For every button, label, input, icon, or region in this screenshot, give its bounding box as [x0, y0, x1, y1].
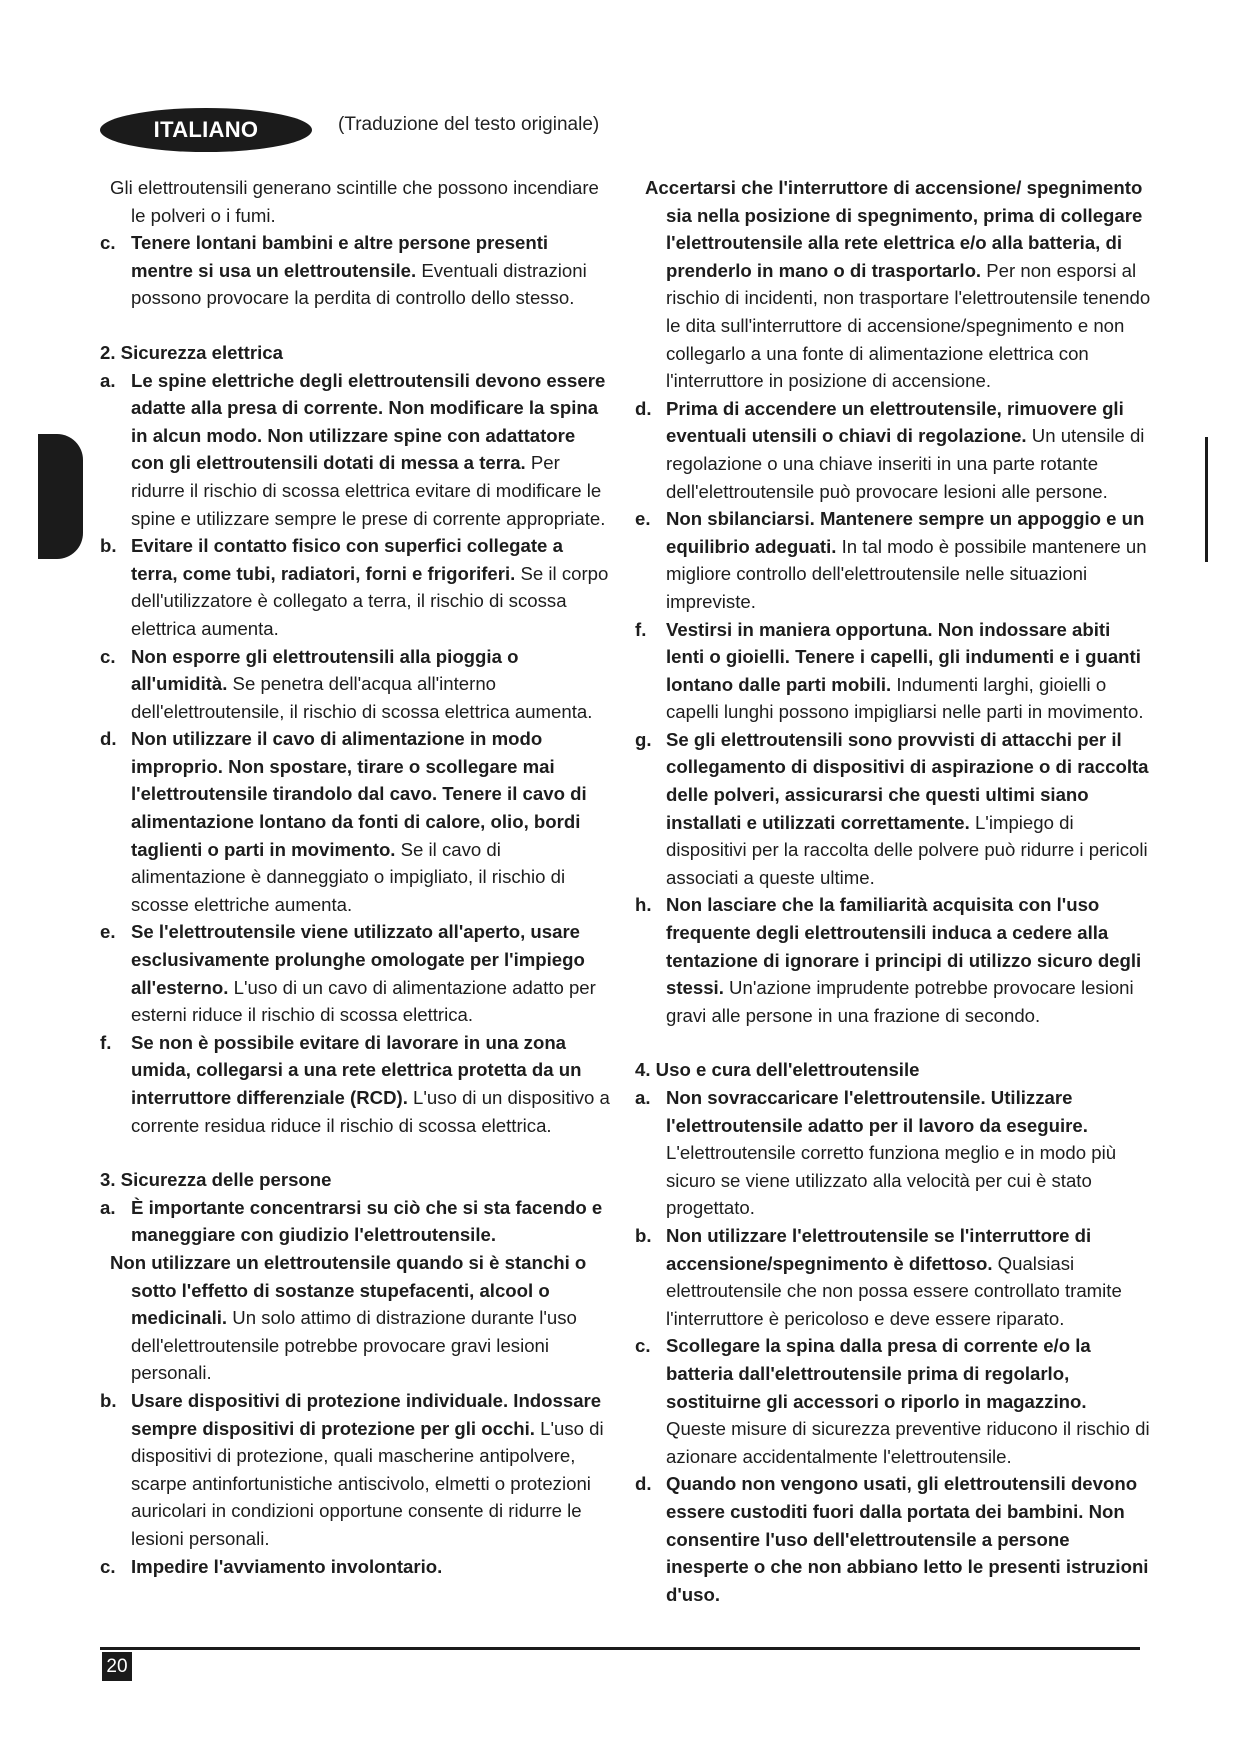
item-a-concentration [100, 1194, 610, 1249]
item-letter: f. [635, 618, 647, 640]
item-letter: a. [100, 1196, 116, 1218]
item-text: L'uso di un dispositivo a corrente residua riduce il rischio di scossa elettrica. [131, 1087, 610, 1136]
item-letter: a. [635, 1087, 651, 1108]
item-bold-text: Accertarsi che l'interruttore di accensione/ spegnimento sia nella posizione di spegnimento, prima di collegare l'elettroutensile alla rete elettrica e/o alla batteria, di prenderlo in mano o di trasportarlo. [645, 177, 1143, 281]
item-text: Un solo attimo di distrazione durante l'uso dell'elettroutensile potrebbe provocare gravi lesioni personali. [131, 1307, 577, 1384]
item-bold-text: Non lasciare che la familiarità acquisita con l'uso frequente degli elettroutensili induca a cedere alla tentazione di ignorare i principi di utilizzo sicuro degli stessi. [666, 894, 1142, 999]
item-text: Se penetra dell'acqua all'interno dell'elettroutensile, il rischio di scossa elettrica aumenta. [131, 673, 593, 722]
item-b-faulty-switch [635, 1222, 1151, 1332]
item-text: Per non esporsi al rischio di incidenti, non trasportare l'elettroutensile tenendo le dita sull'interruttore di accensione/spegnimento e non collegarlo a una fonte di alimentazione elettrica con l'interruttore in posizione di accensione. [666, 259, 1151, 392]
item-letter: c. [100, 232, 116, 254]
item-letter: c. [100, 1555, 116, 1577]
item-letter: h. [635, 894, 652, 916]
item-text: Se il cavo di alimentazione è danneggiato o impigliato, il rischio di scosse elettriche aumenta. [131, 838, 566, 915]
section-heading-electrical: 2. Sicurezza elettrica [100, 341, 283, 363]
item-a-continuation [100, 1249, 610, 1387]
item-bold-text: Non utilizzare l'elettroutensile se l'interruttore di accensione/spegnimento è difettoso. [666, 1224, 1092, 1274]
item-text: Un'azione imprudente potrebbe provocare lesioni gravi alle persone in una frazione di secondo. [666, 977, 1134, 1026]
item-d-cord [100, 725, 610, 918]
item-bold-text: Quando non vengono usati, gli elettroutensili devono essere custoditi fuori dalla portata dei bambini. Non consentire l'uso dell'elettroutensile a persone inesperte o che non abbiano letto le presenti istruzioni d'uso. [666, 1473, 1149, 1605]
item-bold-text: Se non è possibile evitare di lavorare in una zona umida, collegarsi a una rete elettrica protetta da un interruttore differenziale (RCD). [131, 1031, 582, 1108]
item-letter: g. [635, 728, 652, 750]
item-text: Eventuali distrazioni possono provocare la perdita di controllo dello stesso. [131, 259, 587, 309]
item-f-rcd [100, 1029, 610, 1139]
item-bold-text: Non sovraccaricare l'elettroutensile. Utilizzare l'elettroutensile adatto per il lavoro da eseguire. [666, 1087, 1088, 1136]
item-letter: e. [635, 508, 651, 530]
item-letter: e. [100, 921, 116, 943]
item-letter: b. [635, 1224, 652, 1246]
item-text: Se il corpo dell'utilizzatore è collegato a terra, il rischio di scossa elettrica aumenta. [131, 562, 609, 639]
item-d-adjusting-keys [635, 395, 1151, 505]
item-text: L'elettroutensile corretto funziona meglio e in modo più sicuro se viene utilizzato alla velocità per cui è stato progettato. [666, 1142, 1117, 1219]
item-a-overload [635, 1084, 1151, 1222]
item-bold-text: Usare dispositivi di protezione individuale. Indossare sempre dispositivi di protezione per gli occhi. [131, 1389, 602, 1439]
item-b-protective-equipment [100, 1387, 610, 1553]
item-bold-text: Se l'elettroutensile viene utilizzato all'aperto, usare esclusivamente prolunghe omologate per l'impiego all'esterno. [131, 921, 585, 998]
item-letter: f. [100, 1031, 112, 1053]
item-letter: d. [635, 1473, 652, 1495]
item-c-rain [100, 643, 610, 726]
footer-rule [100, 1647, 1140, 1650]
item-bold-text: Vestirsi in maniera opportuna. Non indossare abiti lenti o gioielli. Tenere i capelli, gli indumenti e i guanti lontano dalle parti mobili. [666, 618, 1141, 695]
item-letter: d. [100, 728, 117, 750]
item-bold-text: Evitare il contatto fisico con superfici collegate a terra, come tubi, radiatori, forni e frigoriferi. [131, 535, 563, 584]
item-text: Qualsiasi elettroutensile che non possa essere controllato tramite l'interruttore è pericoloso e deve essere riparato. [666, 1252, 1122, 1329]
item-bold-text: Impedire l'avviamento involontario. [131, 1555, 443, 1577]
item-text: Queste misure di sicurezza preventive riducono il rischio di azionare accidentalmente l'elettroutensile. [666, 1418, 1150, 1467]
item-d-storage [635, 1470, 1151, 1608]
language-badge [100, 108, 312, 152]
item-e-outdoor [100, 918, 610, 1028]
item-bold-text: Non utilizzare un elettroutensile quando si è stanchi o sotto l'effetto di sostanze stupefacenti, alcool o medicinali. [110, 1251, 587, 1329]
intro-paragraph: Gli elettroutensili generano scintille che possono incendiare le polveri o i fumi. [110, 177, 599, 226]
item-bold-text: È importante concentrarsi su ciò che si sta facendo e maneggiare con giudizio l'elettroutensile. [131, 1196, 603, 1246]
item-letter: b. [100, 1389, 117, 1411]
page-number: 20 [102, 1652, 132, 1681]
right-column [635, 174, 1151, 1608]
item-text: L'uso di dispositivi di protezione, quali mascherine antipolvere, scarpe antinfortunistiche antiscivolo, elmetti o protezioni auricolari in condizioni opportune consente di ridurre le lesioni personali. [131, 1417, 604, 1549]
item-bold-text: Se gli elettroutensili sono provvisti di attacchi per il collegamento di dispositivi di aspirazione o di raccolta delle polveri, assicurarsi che questi ultimi siano installati e utilizzati correttamente. [666, 728, 1149, 833]
item-bold-text: Non utilizzare il cavo di alimentazione in modo improprio. Non spostare, tirare o scollegare mai l'elettroutensile tirandolo dal cavo. Tenere il cavo di alimentazione lontano da fonti di calore, olio, bordi taglienti o parti in movimento. [131, 728, 587, 860]
item-letter: d. [635, 397, 652, 419]
item-c-children-away [100, 229, 610, 312]
item-c-disconnect [635, 1332, 1151, 1470]
language-label: ITALIANO [153, 117, 259, 142]
item-letter: b. [100, 535, 117, 557]
left-column [100, 174, 610, 1580]
margin-marker [1205, 437, 1208, 562]
item-c-accidental-start [100, 1553, 610, 1581]
item-g-dust-extraction [635, 726, 1151, 892]
item-text: Un utensile di regolazione o una chiave inseriti in una parte rotante dell'elettroutensile può provocare lesioni alle persone. [666, 425, 1145, 502]
section-heading-tool-use: 4. Uso e cura dell'elettroutensile [635, 1059, 920, 1081]
translation-note: (Traduzione del testo originale) [338, 114, 600, 135]
item-letter: a. [100, 369, 116, 391]
item-text: L'uso di un cavo di alimentazione adatto per esterni riduce il rischio di scossa elettrica. [131, 976, 596, 1026]
section-edge-tab [38, 434, 83, 559]
item-text: In tal modo è possibile mantenere un migliore controllo dell'elettroutensile nelle situazioni impreviste. [666, 535, 1147, 612]
item-text: L'impiego di dispositivi per la raccolta delle polvere può ridurre i pericoli associati a queste ultime. [666, 811, 1148, 888]
item-a-plugs [100, 367, 610, 533]
item-h-familiarity [635, 891, 1151, 1029]
item-e-footing [635, 505, 1151, 615]
item-bold-text: Prima di accendere un elettroutensile, rimuovere gli eventuali utensili o chiavi di regolazione. [666, 397, 1124, 447]
item-text: Indumenti larghi, gioielli o capelli lunghi possono impigliarsi nelle parti in movimento. [666, 673, 1144, 723]
item-f-clothing [635, 616, 1151, 726]
item-letter: c. [635, 1335, 651, 1357]
item-b-grounded-surfaces [100, 532, 610, 642]
item-bold-text: Le spine elettriche degli elettroutensili devono essere adatte alla presa di corrente. Non modificare la spina in alcun modo. Non utilizzare spine con adattatore con gli elettroutensili dotati di messa a terra. [131, 369, 606, 474]
item-bold-text: Tenere lontani bambini e altre persone presenti mentre si usa un elettroutensile. [131, 232, 549, 281]
item-letter: c. [100, 645, 116, 667]
item-bold-text: Non esporre gli elettroutensili alla pioggia o all'umidità. [131, 645, 519, 695]
item-bold-text: Non sbilanciarsi. Mantenere sempre un appoggio e un equilibrio adeguati. [666, 508, 1145, 557]
item-c-continuation [635, 174, 1151, 395]
item-bold-text: Scollegare la spina dalla presa di corrente e/o la batteria dall'elettroutensile prima di regolarlo, sostituirne gli accessori o riporlo in magazzino. [666, 1335, 1091, 1412]
section-heading-personal: 3. Sicurezza delle persone [100, 1169, 332, 1191]
item-text: Per ridurre il rischio di scossa elettrica evitare di modificare le spine e utilizzare sempre le prese di corrente appropriate. [131, 452, 606, 529]
